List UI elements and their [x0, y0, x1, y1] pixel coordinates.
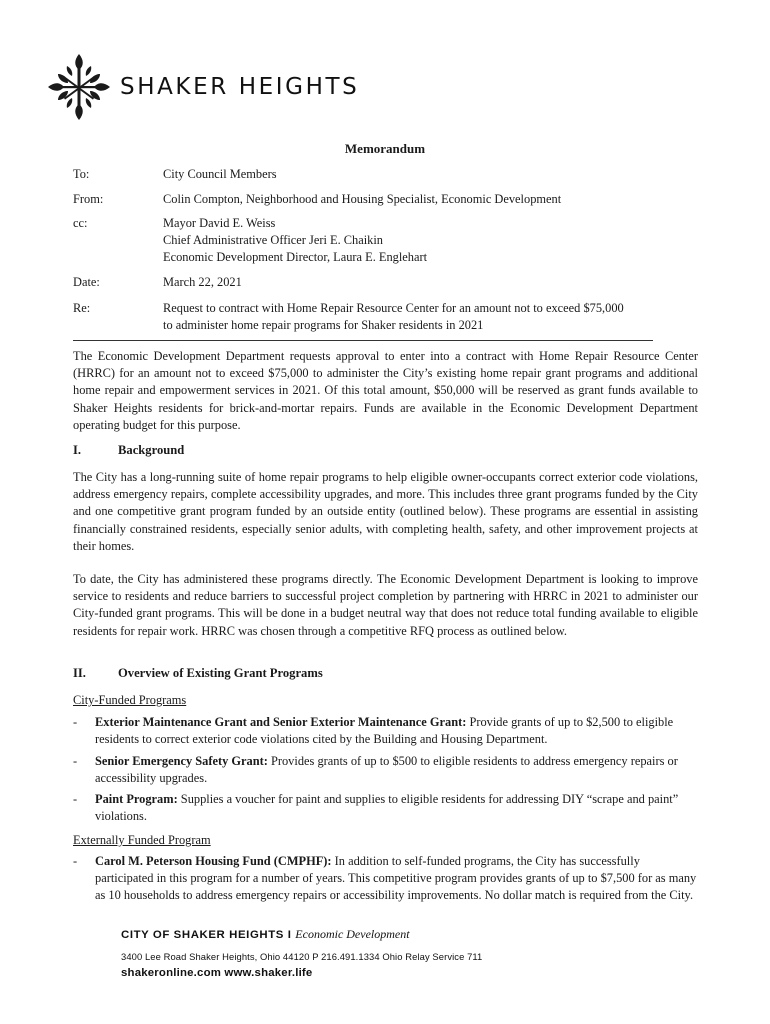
- list-item-text: In addition to self-funded programs, the City has successfully participated in this program for a number of years. This competitive program provides grants of up to $7,500 for as many as 10 households to address emergency repairs or accessibility improvements. No dollar match is required from the City.: [95, 854, 697, 903]
- section-2-heading: [73, 666, 323, 681]
- section-2-number: II.: [73, 666, 86, 680]
- date-value: March 22, 2021: [163, 275, 242, 289]
- list-item-title: Carol M. Peterson Housing Fund (CMPHF):: [95, 854, 332, 868]
- shaker-heights-logo: [46, 52, 359, 122]
- from-value: Colin Compton, Neighborhood and Housing Specialist, Economic Development: [163, 192, 562, 206]
- background-paragraph-1: The City has a long-running suite of home repair programs to help eligible owner-occupants correct exterior code violations, address emergency repairs, complete accessibility upgrades, and more. This includes three grant programs funded by the City and one competitive grant program funded by an outside entity (outlined below). These programs are essential in assisting financially constrained residents, especially senior adults, with completing health, safety, and other improvement projects at their homes.: [73, 470, 698, 553]
- intro-paragraph: The Economic Development Department requests approval to enter into a contract with Home Repair Resource Center (HRRC) for an amount not to exceed $75,000 to administer the City’s existing home repair grant programs and additional home repair and empowerment services in 2021. Of this total amount, $50,000 will be reserved as grant funds available to Shaker Heights residents for brick-and-mortar repairs. Funds are available in the Economic Development Department operating budget for this purpose.: [73, 349, 698, 432]
- list-item-title: Exterior Maintenance Grant and Senior Exterior Maintenance Grant:: [95, 715, 467, 729]
- list-item-title: Paint Program:: [95, 792, 178, 806]
- external-heading: Externally Funded Program: [73, 833, 211, 847]
- to-label: To:: [73, 167, 90, 181]
- cc-value-3: Economic Development Director, Laura E. Englehart: [163, 250, 428, 264]
- letterhead-footer: [121, 927, 482, 979]
- section-1-heading: [73, 443, 184, 458]
- header-divider: [73, 340, 653, 341]
- footer-address: 3400 Lee Road Shaker Heights, Ohio 44120 P 216.491.1334 Ohio Relay Service 711: [121, 951, 483, 962]
- cc-value-1: Mayor David E. Weiss: [163, 216, 276, 230]
- background-paragraph-2: To date, the City has administered these programs directly. The Economic Development Department is looking to improve service to residents and reduce barriers to successful project completion by partnering with HRRC in 2021 to administer our City-funded grant programs. This will be done in a budget neutral way that does not reduce total funding available to eligible residents for repair work. HRRC was chosen through a competitive RFQ process as outlined below.: [73, 572, 698, 638]
- memo-title: Memorandum: [344, 141, 426, 156]
- cc-label: cc:: [73, 216, 88, 230]
- cc-value-2: Chief Administrative Officer Jeri E. Chaikin: [163, 233, 383, 247]
- re-label: Re:: [73, 301, 91, 315]
- date-label: Date:: [73, 275, 100, 289]
- list-item: - Carol M. Peterson Housing Fund (CMPHF): In addition to self-funded programs, the City has successfully participated in this program for a number of years. This competitive program provides grants of up to $7,500 for as many as 10 households to address emergency repairs or accessibility improvements. No dollar match is required from the City.: [73, 854, 697, 903]
- footer-org-line: [121, 927, 482, 942]
- re-value-2: to administer home repair programs for Shaker residents in 2021: [163, 318, 484, 332]
- leaf-emblem-icon: [46, 52, 112, 122]
- list-item: - Paint Program: Supplies a voucher for paint and supplies to eligible residents for addressing DIY “scrape and paint” violations.: [73, 792, 679, 824]
- city-funded-heading: City-Funded Programs: [73, 693, 187, 707]
- logo-text: SHAKER HEIGHTS: [120, 74, 360, 100]
- footer-web: shakeronline.com www.shaker.life: [121, 967, 313, 979]
- footer-dept: Economic Development: [295, 927, 410, 941]
- section-1-title: Background: [118, 443, 185, 457]
- to-value: City Council Members: [163, 167, 277, 181]
- list-item-title: Senior Emergency Safety Grant:: [95, 754, 268, 768]
- list-item-text: Provides grants of up to $500 to eligible residents to address emergency repairs or accessibility upgrades.: [95, 754, 678, 786]
- list-item: - Exterior Maintenance Grant and Senior Exterior Maintenance Grant: Provide grants of up to $2,500 to eligible residents to correct exterior code violations cited by the Building and Housing Department.: [73, 715, 674, 747]
- list-item-text: Provide grants of up to $2,500 to eligible residents to correct exterior code violations cited by the Building and Housing Department.: [95, 715, 674, 747]
- re-value-1: Request to contract with Home Repair Resource Center for an amount not to exceed $75,000: [163, 301, 624, 315]
- footer-org: CITY OF SHAKER HEIGHTS I: [121, 929, 292, 941]
- list-item-text: Supplies a voucher for paint and supplies to eligible residents for addressing DIY “scrape and paint” violations.: [95, 792, 679, 824]
- list-item: - Senior Emergency Safety Grant: Provides grants of up to $500 to eligible residents to address emergency repairs or accessibility upgrades.: [73, 754, 678, 786]
- section-2-title: Overview of Existing Grant Programs: [118, 666, 323, 680]
- from-label: From:: [73, 192, 104, 206]
- section-1-number: I.: [73, 443, 82, 457]
